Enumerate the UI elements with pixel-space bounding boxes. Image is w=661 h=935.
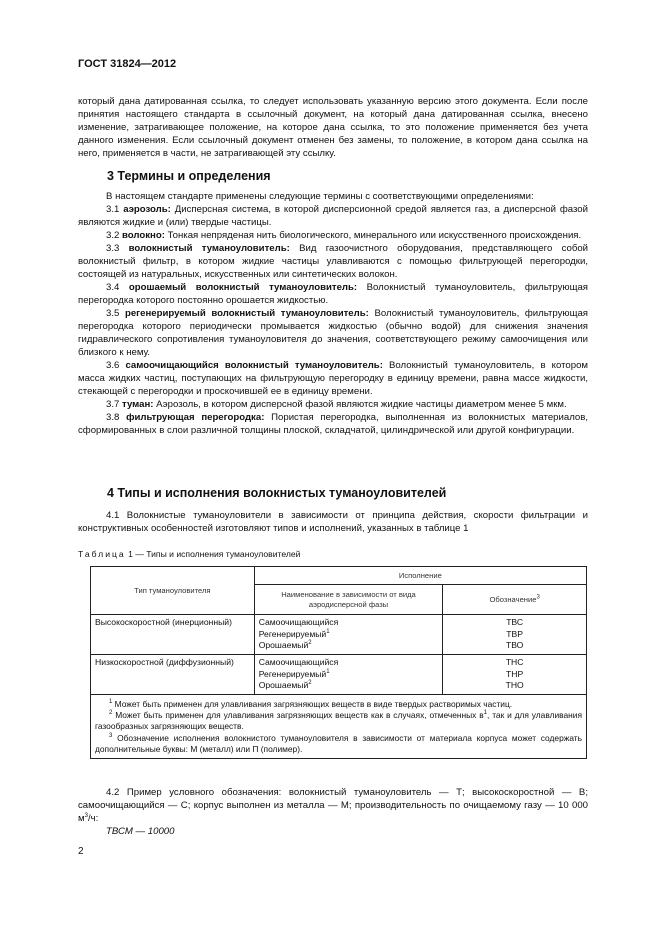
footnote-2: $^2$ Может быть применен для улавливания загрязняющих веществ как в случаях, отмеченных $в^1$, так и для улавливания газообразных загрязняющих веществ. [95, 710, 583, 732]
section-3-title: 3 Термины и определения [107, 169, 271, 183]
row2-type: Низкоскоростной (диффузионный) [91, 655, 255, 695]
table-caption-text: 1 — Типы и исполнения туманоуловителей [128, 549, 301, 559]
term-3-3: 3.3 волокнистый туманоуловитель: Вид газоочистного оборудования, представляющего собой волокнистый фильтр, в котором жидкие частицы улавливаются с помощью фильтрующей перегородки, состоящей из натуральных, искусственных или синтетических волокон. [78, 243, 589, 280]
header-execution: Исполнение [254, 567, 586, 585]
intro-paragraph [78, 95, 588, 160]
term-3-8: 3.8 фильтрующая перегородка: Пористая перегородка, выполненная из волокнистых материалов, сформированных в слои различной толщины плоской, складчатой, цилиндрической или другой конфигурации. [78, 412, 589, 436]
header-designation: Обозначение$^3$ [443, 585, 587, 615]
term-3-5: 3.5 регенерируемый волокнистый туманоуловитель: Волокнистый туманоуловитель, фильтрующая перегородка которого периодически промывается жидкостью (обычно водой) для снижения значения гидравлического сопротивления туманоуловителя до значения, соответствующего режиму самоочищения или близкого к нему. [78, 308, 588, 358]
term-3-1: 3.1 аэрозоль: Дисперсная система, в которой дисперсионной средой является газ, а дисперсной фазой являются жидкие и (или) твердые частицы. [78, 204, 588, 228]
row2-names: Самоочищающийся Регенерируемый$^1$ Орошаемый$^2$ [254, 655, 443, 695]
section-4-2 [78, 786, 588, 838]
table-caption-word: Таблица [78, 549, 126, 559]
designation-example: ТВСМ — 10000 [106, 826, 175, 837]
page-number: 2 [78, 846, 84, 857]
section-3-body [78, 190, 588, 437]
types-table [90, 566, 587, 759]
header-type: Тип туманоуловителя [91, 567, 255, 615]
table-row [91, 615, 587, 655]
term-3-2: 3.2 волокно: Тонкая непряденая нить биологического, минерального или искусственного происхождения. [106, 230, 582, 241]
section-3-lead: В настоящем стандарте применены следующие термины с соответствующими определениями: [106, 191, 534, 202]
document-header: ГОСТ 31824—2012 [78, 58, 177, 70]
table-footnotes-row [91, 695, 587, 759]
paragraph-4-2: 4.2 Пример условного обозначения: волокнистый туманоуловитель — Т; высокоскоростной — В; самоочищающийся — С; корпус выполнен из металла — М; производительность по очищаемому газу — 10 000 $м^3/ч$: [78, 787, 588, 824]
term-3-7: 3.7 туман: Аэрозоль, в котором дисперсной фазой являются жидкие частицы диаметром менее 5 мкм. [106, 399, 567, 410]
row2-codes: ТНС ТНР ТНО [443, 655, 587, 695]
term-3-4: 3.4 орошаемый волокнистый туманоуловитель: Волокнистый туманоуловитель, фильтрующая перегородка которого постоянно орошается жидкостью. [78, 282, 588, 306]
table-caption [78, 549, 300, 559]
paragraph-4-1: 4.1 Волокнистые туманоуловители в зависимости от принципа действия, скорости фильтрации и конструктивных особенностей изготовляют типов и исполнений, указанных в таблице 1 [78, 510, 588, 534]
header-name: Наименование в зависимости от вида аэродисперсной фазы [254, 585, 443, 615]
table-row [91, 655, 587, 695]
row1-codes: ТВС ТВР ТВО [443, 615, 587, 655]
term-3-6: 3.6 самоочищающийся волокнистый туманоуловитель: Волокнистый туманоуловитель, в котором масса жидких частиц, поступающих на фильтрующую перегородку в единицу времени, равна массе жидкости, стекающей с перегородки и проскочившей ее в единицу времени. [78, 360, 588, 397]
footnote-3: $^3$ Обозначение исполнения волокнистого туманоуловителя в зависимости от материала корпуса может содержать дополнительные буквы: М (металл) или П (полимер). [95, 732, 583, 754]
footnote-1: $^1$ Может быть применен для улавливания загрязняющих веществ в виде твердых растворимых частиц. [109, 699, 513, 709]
intro-text: который дана датированная ссылка, то следует использовать указанную версию этого документа. Если после принятия настоящего стандарта в ссылочный документ, на который дана датированная ссылка, внесено изменение, затрагивающее положение, на которое дана ссылка, то это положение применяется без учета данного изменения. Если ссылочный документ отменен без замены, то положение, в котором дана ссылка на него, применяется в части, не затрагивающей эту ссылку. [78, 96, 588, 159]
section-4-1 [78, 509, 588, 535]
row1-type: Высокоскоростной (инерционный) [91, 615, 255, 655]
section-4-title: 4 Типы и исполнения волокнистых туманоуловителей [107, 486, 447, 500]
table-footnotes [91, 695, 587, 759]
row1-names: Самоочищающийся Регенерируемый$^1$ Орошаемый$^2$ [254, 615, 443, 655]
